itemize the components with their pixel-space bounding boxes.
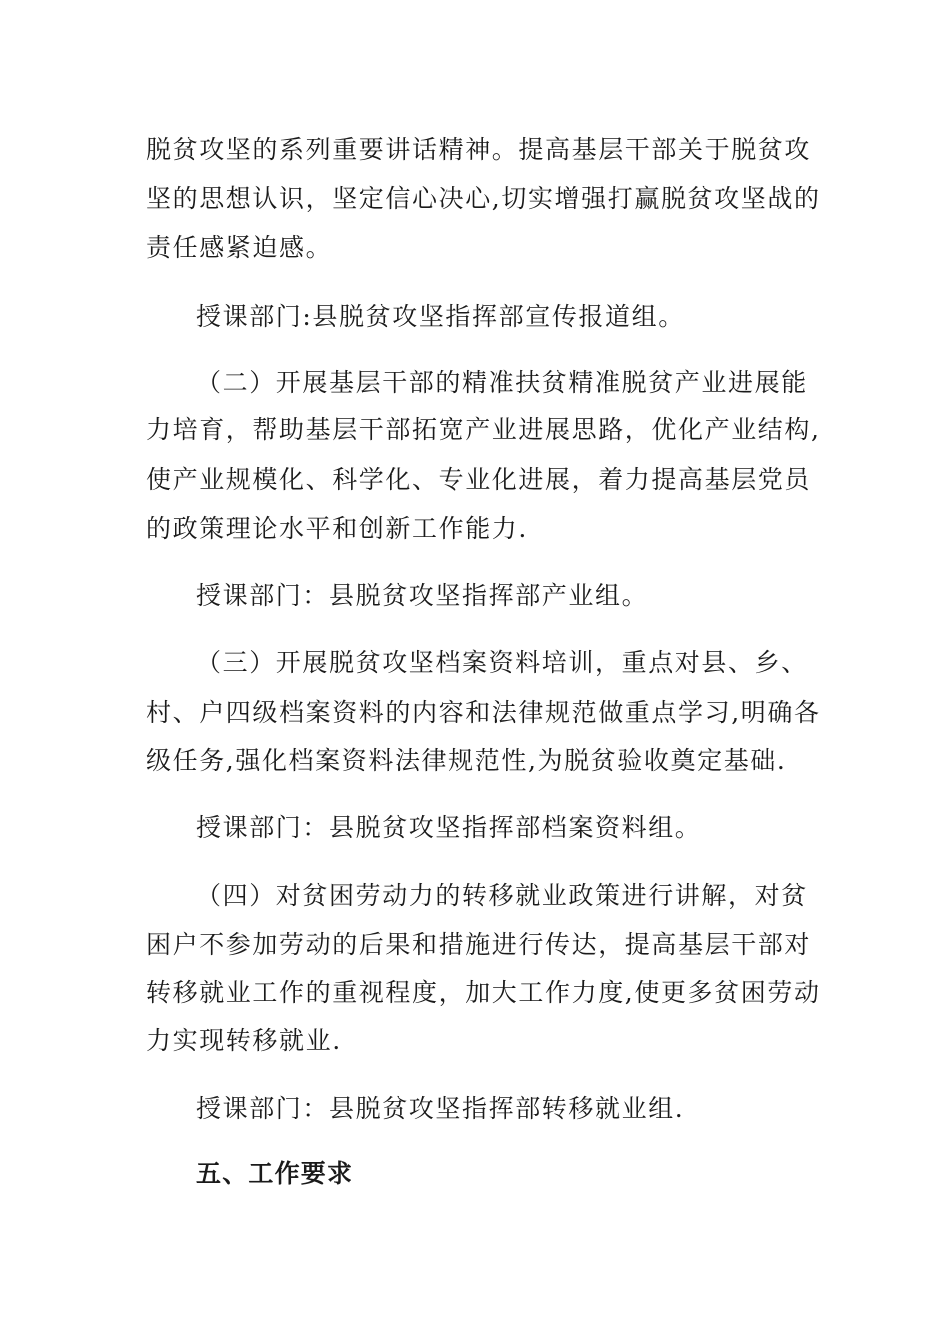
paragraph-1-line-1: 脱贫攻坚的系列重要讲话精神。提高基层干部关于脱贫攻 bbox=[146, 135, 812, 164]
department-line-2: 授课部门：县脱贫攻坚指挥部产业组。 bbox=[196, 581, 649, 610]
paragraph-2-line-1: （二）开展基层干部的精准扶贫精准脱贫产业进展能 bbox=[196, 368, 808, 397]
department-line-1: 授课部门:县脱贫攻坚指挥部宣传报道组。 bbox=[196, 302, 685, 331]
paragraph-4-line-3: 转移就业工作的重视程度，加大工作力度,使更多贫困劳动 bbox=[146, 978, 821, 1007]
section-heading: 五、工作要求 bbox=[196, 1159, 354, 1188]
paragraph-4-line-4: 力实现转移就业. bbox=[146, 1026, 342, 1055]
paragraph-3-line-2: 村、户四级档案资料的内容和法律规范做重点学习,明确各 bbox=[146, 698, 821, 727]
department-line-3: 授课部门：县脱贫攻坚指挥部档案资料组。 bbox=[196, 813, 702, 842]
paragraph-1-line-2: 坚的思想认识，坚定信心决心,切实增强打赢脱贫攻坚战的 bbox=[146, 184, 821, 213]
paragraph-4-line-2: 困户不参加劳动的后果和措施进行传达，提高基层干部对 bbox=[146, 930, 812, 959]
paragraph-2-line-4: 的政策理论水平和创新工作能力. bbox=[146, 514, 528, 543]
paragraph-2-line-3: 使产业规模化、科学化、专业化进展，着力提高基层党员 bbox=[146, 465, 812, 494]
paragraph-3-line-3: 级任务,强化档案资料法律规范性,为脱贫验收奠定基础. bbox=[146, 746, 787, 775]
paragraph-1-line-3: 责任感紧迫感。 bbox=[146, 233, 333, 262]
paragraph-2-line-2: 力培育，帮助基层干部拓宽产业进展思路，优化产业结构, bbox=[146, 415, 821, 444]
paragraph-4-line-1: （四）对贫困劳动力的转移就业政策进行讲解，对贫 bbox=[196, 881, 808, 910]
department-line-4: 授课部门：县脱贫攻坚指挥部转移就业组. bbox=[196, 1094, 685, 1123]
paragraph-3-line-1: （三）开展脱贫攻坚档案资料培训，重点对县、乡、 bbox=[196, 648, 808, 677]
